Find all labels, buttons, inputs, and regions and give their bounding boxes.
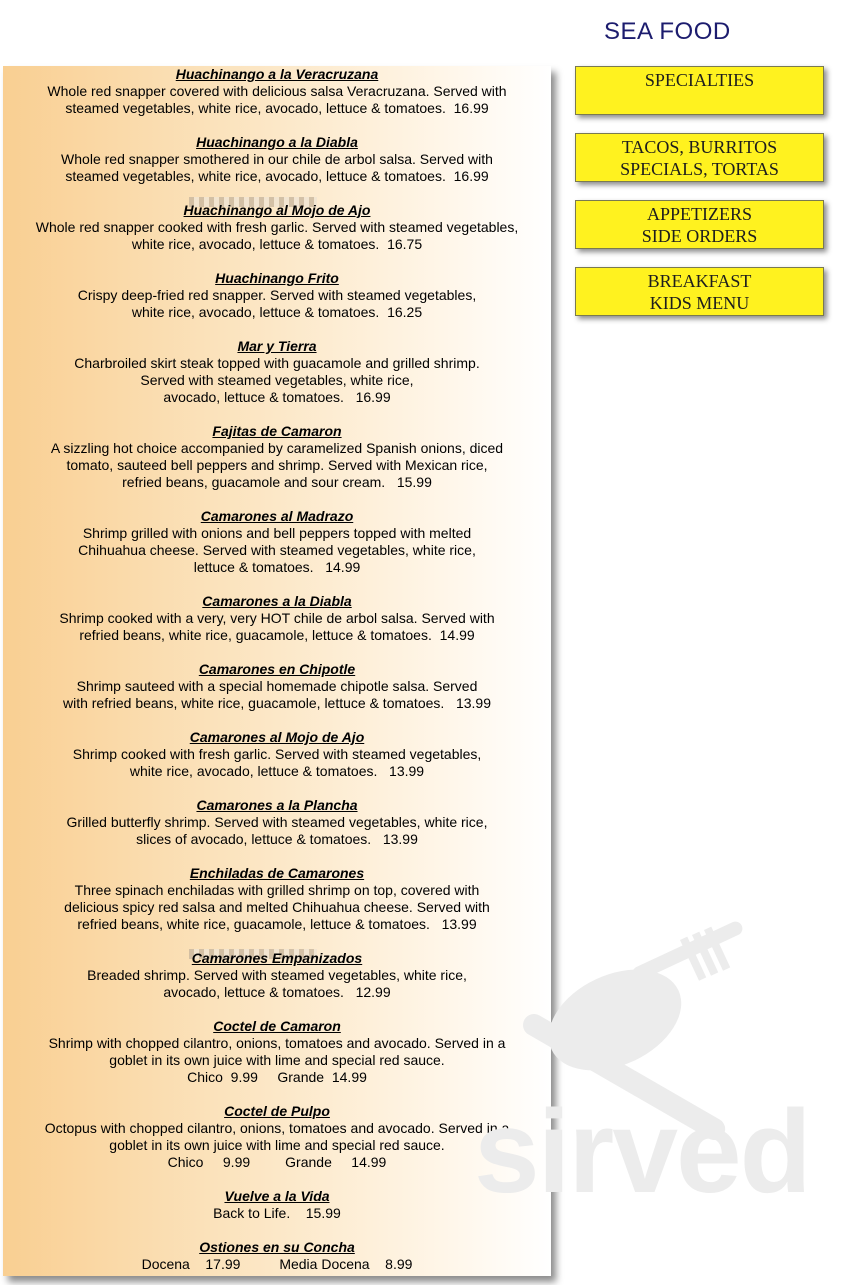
nav-button-label: SPECIALS, TORTAS (620, 159, 779, 179)
menu-item-title: Camarones al Madrazo (200, 508, 354, 524)
menu-item-description: Charbroiled skirt steak topped with guacamole and grilled shrimp. (74, 355, 480, 371)
menu-item-description: Docena 17.99 Media Docena 8.99 (141, 1256, 413, 1272)
menu-item-description: Chico 9.99 Grande 14.99 (187, 1069, 367, 1085)
menu-item-title: Huachinango Frito (215, 270, 339, 286)
nav-button-label: SPECIALTIES (644, 70, 755, 90)
menu-item-title: Enchiladas de Camarones (189, 865, 365, 881)
menu-item-description: Octopus with chopped cilantro, onions, tomatoes and avocado. Served in a (44, 1120, 510, 1136)
nav-button-label: KIDS MENU (649, 293, 750, 313)
menu-item-title: Mar y Tierra (237, 338, 317, 354)
menu-item-description: Whole red snapper cooked with fresh garlic. Served with steamed vegetables, (35, 219, 519, 235)
menu-item-description: Whole red snapper smothered in our chile de arbol salsa. Served with (61, 151, 493, 167)
menu-item-title: Camarones a la Diabla (202, 593, 352, 609)
nav-button-specialties[interactable] (575, 66, 824, 115)
menu-item (3, 661, 551, 712)
menu-item-description: Chihuahua cheese. Served with steamed vegetables, white rice, (78, 542, 476, 558)
menu-item-title: Fajitas de Camaron (212, 423, 342, 439)
menu-item (3, 66, 551, 117)
nav-button-label: SIDE ORDERS (641, 226, 758, 246)
menu-item (3, 134, 551, 185)
menu-item (3, 1103, 551, 1171)
menu-item-description: Back to Life. 15.99 (213, 1205, 341, 1221)
nav-button-appetizers[interactable] (575, 200, 824, 249)
menu-item-description: white rice, avocado, lettuce & tomatoes. 16.75 (131, 236, 423, 252)
menu-item-title: Coctel de Camaron (213, 1018, 341, 1034)
menu-item (3, 593, 551, 644)
menu-item-title: Camarones en Chipotle (198, 661, 356, 677)
menu-item-title: Ostiones en su Concha (199, 1239, 355, 1255)
menu-item-description: goblet in its own juice with lime and special red sauce. (109, 1137, 445, 1153)
menu-item-description: refried beans, white rice, guacamole, lettuce & tomatoes. 13.99 (77, 916, 477, 932)
menu-item-description: lettuce & tomatoes. 14.99 (193, 559, 361, 575)
menu-item (3, 270, 551, 321)
menu-item-description: Whole red snapper covered with delicious salsa Veracruzana. Served with (47, 83, 507, 99)
menu-item-title: Camarones a la Plancha (196, 797, 358, 813)
menu-item (3, 1018, 551, 1086)
menu-item-title: Coctel de Pulpo (224, 1103, 330, 1119)
menu-item-description: Shrimp with chopped cilantro, onions, tomatoes and avocado. Served in a (48, 1035, 506, 1051)
nav-button-label: APPETIZERS (646, 204, 752, 224)
menu-item (3, 338, 551, 406)
nav-button-label: BREAKFAST (647, 271, 752, 291)
watermark-text: sirved (474, 1086, 810, 1218)
menu-item-description: Shrimp cooked with a very, very HOT chile de arbol salsa. Served with (59, 610, 495, 626)
menu-item-description: steamed vegetables, white rice, avocado, lettuce & tomatoes. 16.99 (65, 100, 489, 116)
menu-item-description: Grilled butterfly shrimp. Served with steamed vegetables, white rice, (66, 814, 488, 830)
menu-item-description: slices of avocado, lettuce & tomatoes. 13.99 (136, 831, 418, 847)
menu-item-description: white rice, avocado, lettuce & tomatoes. 16.25 (131, 304, 423, 320)
menu-item-description: A sizzling hot choice accompanied by caramelized Spanish onions, diced (50, 440, 504, 456)
menu-item (3, 423, 551, 491)
menu-item (3, 1188, 551, 1222)
menu-item-description: white rice, avocado, lettuce & tomatoes. 13.99 (129, 763, 425, 779)
menu-item-title: Huachinango al Mojo de Ajo (183, 202, 371, 218)
nav-button-label: TACOS, BURRITOS (621, 137, 778, 157)
menu-item-description: Shrimp grilled with onions and bell peppers topped with melted (82, 525, 472, 541)
menu-item (3, 1239, 551, 1273)
menu-item (3, 865, 551, 933)
nav-button-tacos-burritos[interactable] (575, 133, 824, 182)
menu-item-description: Three spinach enchiladas with grilled shrimp on top, covered with (74, 882, 480, 898)
menu-item-description: Served with steamed vegetables, white rice, (140, 372, 414, 388)
menu-item-description: avocado, lettuce & tomatoes. 16.99 (163, 389, 391, 405)
menu-item-description: goblet in its own juice with lime and special red sauce. (109, 1052, 445, 1068)
menu-item-description: with refried beans, white rice, guacamole, lettuce & tomatoes. 13.99 (62, 695, 491, 711)
menu-item-description: Crispy deep-fried red snapper. Served with steamed vegetables, (77, 287, 477, 303)
menu-item-description: avocado, lettuce & tomatoes. 12.99 (163, 984, 391, 1000)
menu-item-title: Vuelve a la Vida (224, 1188, 330, 1204)
page-title: SEA FOOD (604, 18, 731, 45)
nav-button-breakfast[interactable] (575, 267, 824, 316)
menu-item-description: delicious spicy red salsa and melted Chihuahua cheese. Served with (64, 899, 490, 915)
menu-item (3, 950, 551, 1001)
menu-item-description: Shrimp sauteed with a special homemade chipotle salsa. Served (76, 678, 478, 694)
menu-item-description: tomato, sauteed bell peppers and shrimp. Served with Mexican rice, (66, 457, 488, 473)
menu-item (3, 202, 551, 253)
menu-item-description: Chico 9.99 Grande 14.99 (167, 1154, 387, 1170)
menu-item-description: Shrimp cooked with fresh garlic. Served with steamed vegetables, (72, 746, 482, 762)
menu-item-title: Camarones Empanizados (191, 950, 363, 966)
menu-panel (3, 66, 551, 1276)
menu-item-title: Huachinango a la Veracruzana (175, 66, 379, 82)
menu-item-title: Huachinango a la Diabla (196, 134, 358, 150)
menu-item (3, 797, 551, 848)
menu-item-description: refried beans, white rice, guacamole, lettuce & tomatoes. 14.99 (79, 627, 475, 643)
menu-item (3, 508, 551, 576)
menu-item-title: Camarones al Mojo de Ajo (189, 729, 365, 745)
menu-item-description: refried beans, guacamole and sour cream. 15.99 (122, 474, 432, 490)
menu-item-description: steamed vegetables, white rice, avocado, lettuce & tomatoes. 16.99 (65, 168, 489, 184)
menu-item (3, 729, 551, 780)
menu-item-description: Breaded shrimp. Served with steamed vegetables, white rice, (87, 967, 467, 983)
